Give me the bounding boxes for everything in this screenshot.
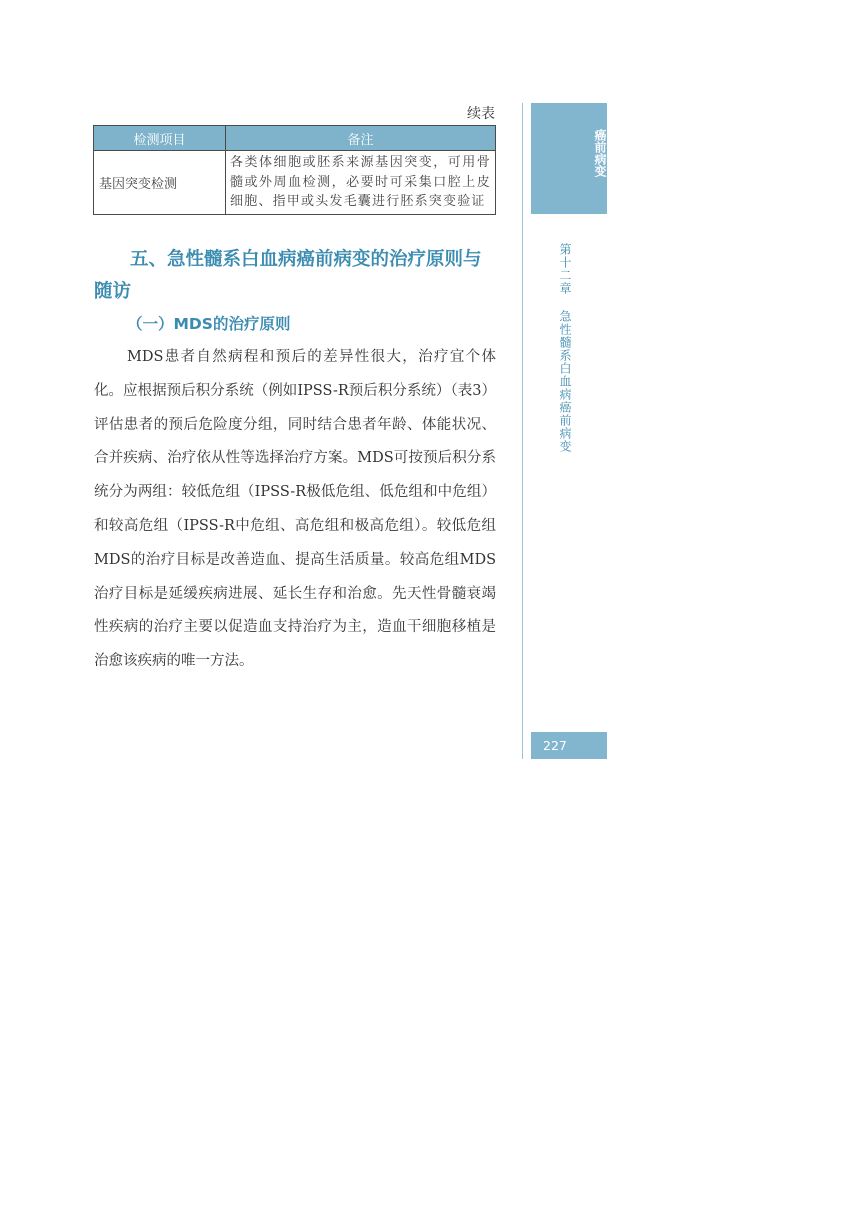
cell-remark: 各类体细胞或胚系来源基因突变，可用骨髓或外周血检测，必要时可采集口腔上皮细胞、指甲或头发毛囊进行胚系突变验证 <box>226 151 496 215</box>
cell-item: 基因突变检测 <box>94 151 226 215</box>
table-header-row <box>94 126 496 151</box>
sidebar-tab <box>531 103 607 214</box>
subsection-title: （一）MDS的治疗原则 <box>127 315 291 333</box>
section-title: 五、急性髓系白血病癌前病变的治疗原则与随访 <box>94 249 482 302</box>
chapter-label: 第十二章 急性髓系白血病癌前病变 <box>558 243 572 453</box>
column-header-remark: 备注 <box>226 126 496 151</box>
column-header-item: 检测项目 <box>94 126 226 151</box>
table-row <box>94 151 496 215</box>
notes-table <box>93 125 496 215</box>
continued-label: 续表 <box>467 106 495 122</box>
body-paragraph: MDS患者自然病程和预后的差异性很大，治疗宜个体化。应根据预后积分系统（例如IPSS-R预后积分系统）（表3）评估患者的预后危险度分组，同时结合患者年龄、体能状况、合并疾病、治疗依从性等选择治疗方案。MDS可按预后积分系统分为两组：较低危组（IPSS-R极低危组、低危组和中危组）和较高危组（IPSS-R中危组、高危组和极高危组）。较低危组MDS的治疗目标是改善造血、提高生活质量。较高危组MDS治疗目标是延缓疾病进展、延长生存和治愈。先天性骨髓衰竭性疾病的治疗主要以促造血支持治疗为主，造血干细胞移植是治愈该疾病的唯一方法。 <box>94 349 496 670</box>
page-number: 227 <box>531 732 607 759</box>
sidebar-tab-label: 癌前病变 <box>593 129 607 177</box>
margin-divider <box>522 103 523 759</box>
